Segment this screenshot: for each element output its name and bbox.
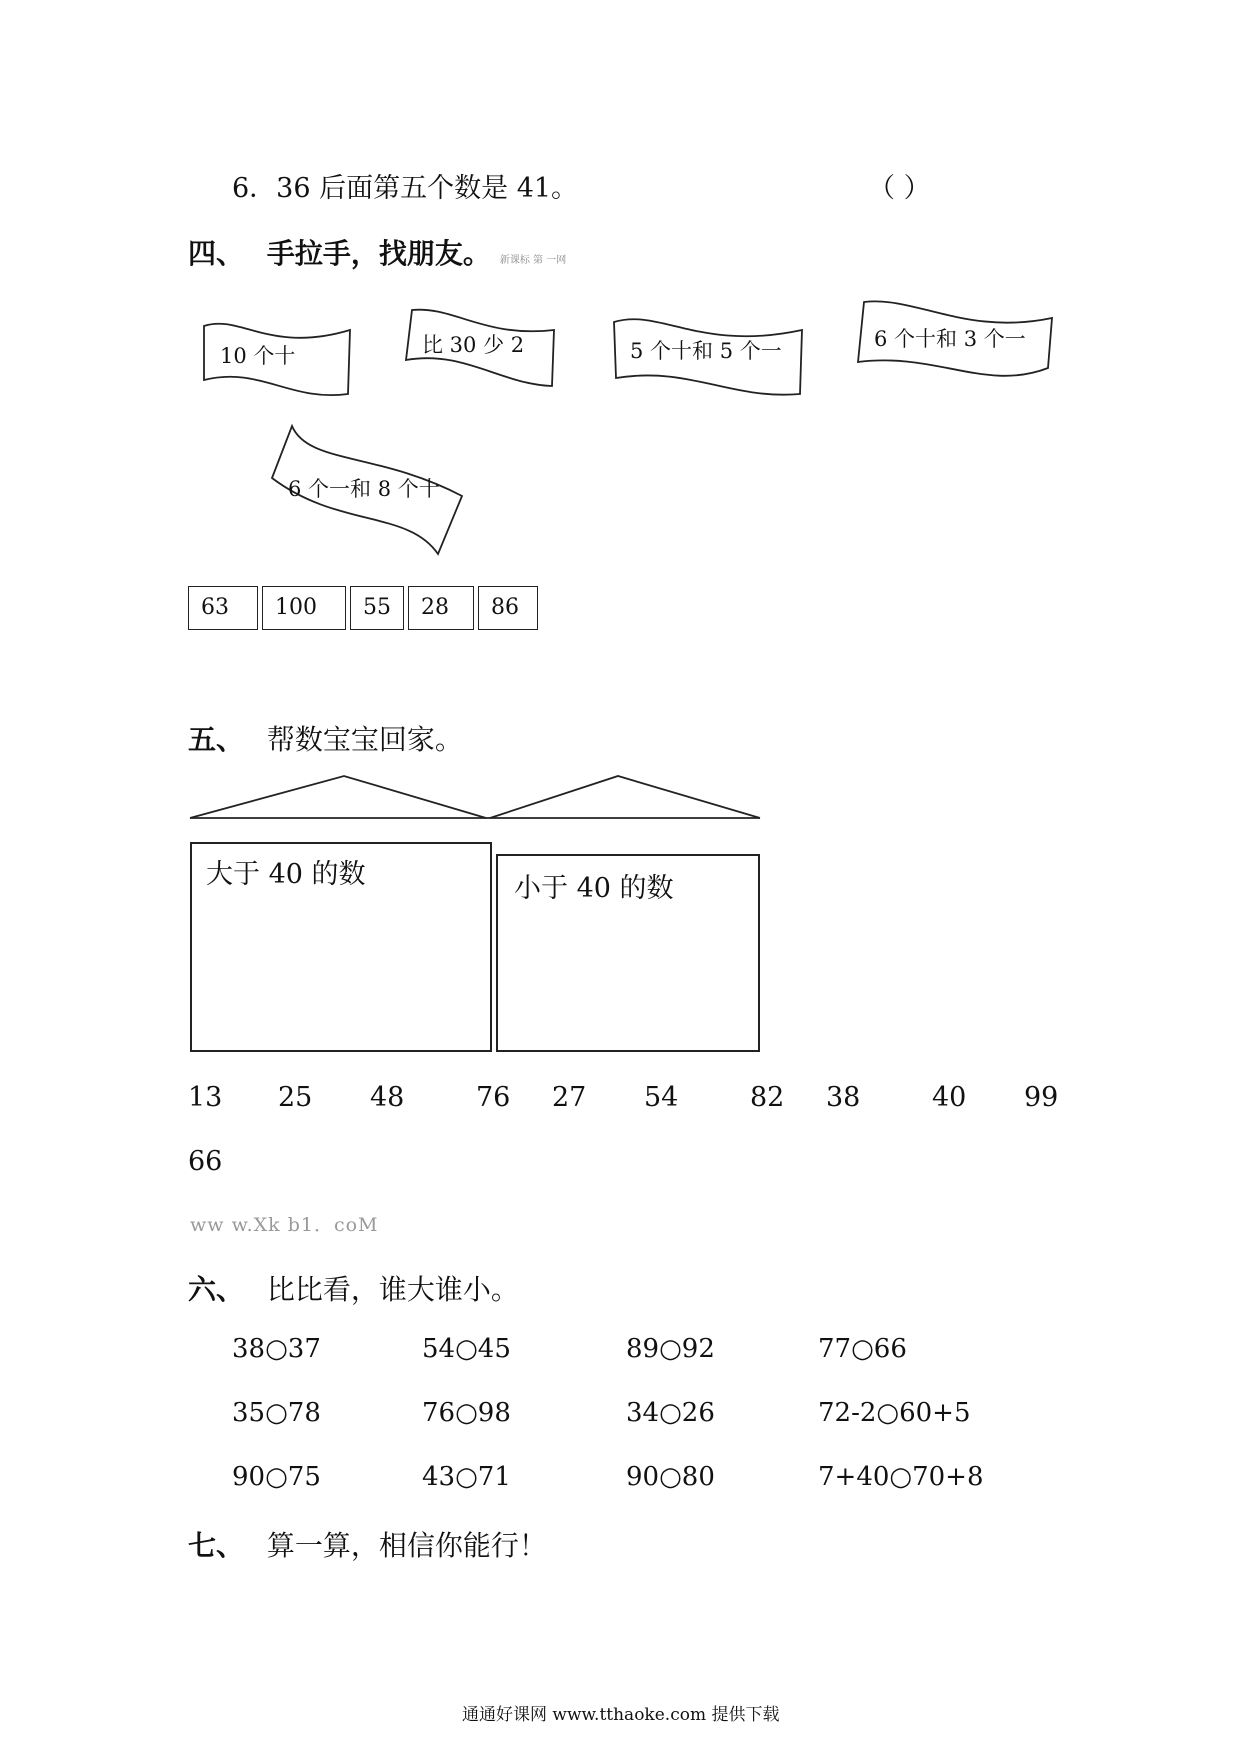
flag-2-label: 比 30 少 2 (422, 333, 525, 357)
section-7-title: 算一算，相信你能行！ (266, 1529, 547, 1562)
sort-number[interactable]: 82 (750, 1082, 785, 1113)
flag-4-label: 6 个十和 3 个一 (874, 327, 1026, 351)
number-box-1[interactable]: 63 (188, 586, 258, 630)
sort-number[interactable]: 66 (188, 1146, 223, 1177)
sort-number[interactable]: 27 (552, 1082, 587, 1113)
sort-number[interactable]: 25 (278, 1082, 313, 1113)
comparison-item[interactable]: 35○78 (232, 1398, 321, 1428)
flag-4 (856, 296, 1056, 396)
section-5-title: 帮数宝宝回家。 (266, 723, 463, 756)
comparison-item[interactable]: 90○75 (232, 1462, 321, 1492)
comparison-item[interactable]: 72-2○60+5 (818, 1398, 971, 1428)
flag-5-label: 6 个一和 8 个十 (288, 477, 440, 501)
sort-number[interactable]: 54 (644, 1082, 679, 1113)
comparison-item[interactable]: 77○66 (818, 1334, 907, 1364)
comparison-item[interactable]: 38○37 (232, 1334, 321, 1364)
section-4-title: 手拉手，找朋友。 (266, 237, 491, 270)
number-box-2[interactable]: 100 (262, 586, 346, 630)
sort-number[interactable]: 48 (370, 1082, 405, 1113)
house-roofs (186, 772, 766, 822)
flag-1 (200, 318, 360, 398)
comparison-item[interactable]: 34○26 (626, 1398, 715, 1428)
number-box-4[interactable]: 28 (408, 586, 474, 630)
section-7-heading (188, 1524, 547, 1564)
sort-number[interactable]: 13 (188, 1082, 223, 1113)
question-6: 6．36 后面第五个数是 41。 (232, 173, 579, 204)
answer-paren[interactable]: （ ） (868, 173, 931, 204)
section-6-number: 六、 (188, 1273, 245, 1306)
flag-1-label: 10 个十 (220, 344, 296, 368)
footer: 通通好课网 www.tthaoke.com 提供下载 (462, 1705, 780, 1725)
sort-number[interactable]: 99 (1024, 1082, 1059, 1113)
number-box-3[interactable]: 55 (350, 586, 404, 630)
comparison-item[interactable]: 89○92 (626, 1334, 715, 1364)
sort-number[interactable]: 40 (932, 1082, 967, 1113)
section-6-heading (188, 1268, 519, 1308)
section-6-title: 比比看，谁大谁小。 (266, 1273, 519, 1306)
sort-number[interactable]: 38 (826, 1082, 861, 1113)
comparison-item[interactable]: 7+40○70+8 (818, 1462, 984, 1492)
section-4-number: 四、 (188, 237, 245, 270)
section-4-mark: 新课标 第 一网 (499, 255, 567, 266)
section-7-number: 七、 (188, 1529, 245, 1562)
comparison-item[interactable]: 76○98 (422, 1398, 511, 1428)
comparison-item[interactable]: 43○71 (422, 1462, 511, 1492)
number-box-5[interactable]: 86 (478, 586, 538, 630)
section-4-heading (188, 232, 566, 272)
section-5-heading (188, 718, 463, 758)
house-less-label: 小于 40 的数 (514, 873, 674, 904)
comparison-item[interactable]: 90○80 (626, 1462, 715, 1492)
watermark: ww w.Xk b1．coM (190, 1214, 379, 1236)
house-greater-label: 大于 40 的数 (206, 859, 366, 890)
flag-5 (268, 424, 468, 560)
comparison-item[interactable]: 54○45 (422, 1334, 511, 1364)
flag-3-label: 5 个十和 5 个一 (630, 339, 782, 363)
section-5-number: 五、 (188, 723, 245, 756)
sort-number[interactable]: 76 (476, 1082, 511, 1113)
flag-3 (610, 312, 810, 398)
flag-2 (404, 304, 564, 390)
